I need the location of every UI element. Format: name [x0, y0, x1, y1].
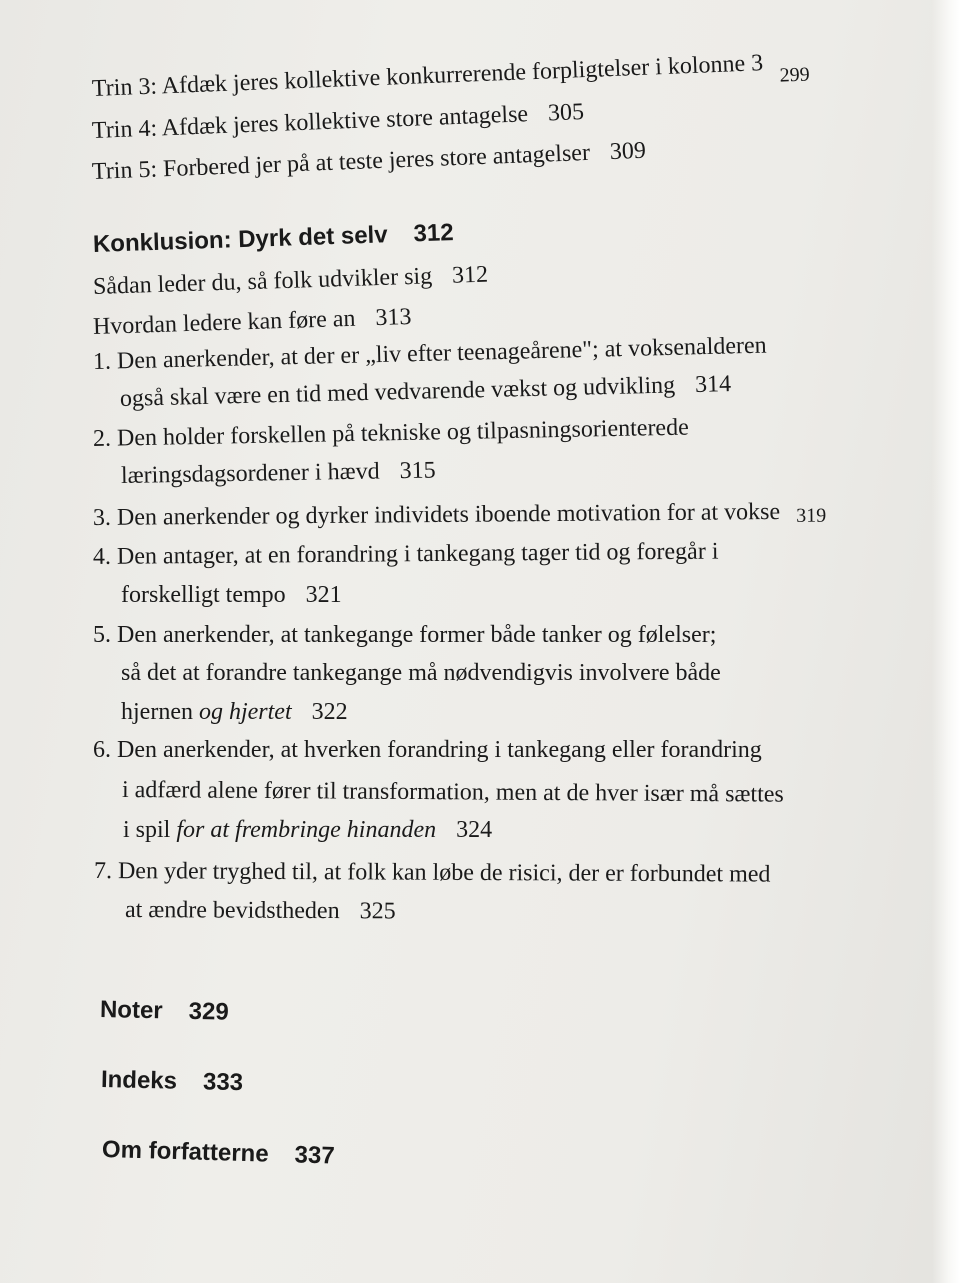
- toc-page-number: 313: [374, 304, 412, 332]
- toc-entry-step-3: [91, 46, 809, 105]
- toc-list-item-5-cont: [121, 658, 721, 688]
- toc-list-item-7: [94, 856, 771, 890]
- toc-page-number: 305: [547, 99, 585, 127]
- toc-page-number: 337: [294, 1141, 336, 1170]
- toc-page-number: 319: [796, 504, 827, 527]
- toc-entry-text: 1. Den anerkender, at der er „liv efter teenageårene"; at voksenalderen: [92, 332, 767, 375]
- toc-entry-text: 4. Den antager, at en forandring i tankegang tager tid og foregår i: [92, 538, 719, 570]
- toc-entry-text: Trin 5: Forbered jer på at teste jeres store antagelser: [91, 139, 591, 185]
- toc-entry-text: 7. Den yder tryghed til, at folk kan løbe de risici, der er forbundet med: [93, 858, 771, 888]
- section-heading-noter: [100, 995, 229, 1028]
- toc-entry-text: læringsdagsordener i hævd: [120, 458, 380, 489]
- toc-list-item-1-cont: [120, 369, 732, 414]
- toc-entry-text: hjernen: [121, 699, 199, 725]
- toc-list-item-2: [93, 413, 689, 454]
- toc-entry-text: 6. Den anerkender, at hverken forandring i tankegang eller forandring: [93, 737, 762, 763]
- toc-list-item-6: [93, 735, 762, 765]
- toc-entry-text: at ændre bevidstheden: [124, 897, 340, 925]
- toc-entry-step-5: [91, 136, 646, 187]
- toc-list-item-6-cont: [123, 815, 492, 845]
- toc-page-number: 333: [202, 1068, 244, 1097]
- section-title: Om forfatterne: [101, 1136, 270, 1168]
- toc-list-item-4: [93, 537, 719, 572]
- toc-entry-text: 5. Den anerkender, at tankegange former både tanker og følelser;: [93, 622, 717, 648]
- toc-entry-text: i spil: [123, 817, 177, 843]
- section-heading-indeks: [101, 1065, 244, 1098]
- toc-entry-text: Hvordan ledere kan føre an: [92, 305, 356, 340]
- toc-entry-text: så det at forandre tankegange må nødvendigvis involvere både: [121, 660, 721, 686]
- toc-entry-text: 2. Den holder forskellen på tekniske og tilpasningsorienterede: [92, 414, 689, 452]
- toc-page-number: 299: [779, 63, 811, 87]
- section-title: Noter: [99, 996, 163, 1025]
- toc-list-item-5-cont: [121, 697, 348, 727]
- toc-page-number: 324: [456, 817, 493, 843]
- toc-entry-italic-text: for at frembringe hinanden: [176, 817, 437, 843]
- section-title: Indeks: [100, 1066, 178, 1095]
- toc-list-item-2-cont: [121, 456, 436, 491]
- toc-list-item-7-cont: [125, 895, 396, 926]
- toc-entry: [93, 260, 489, 302]
- toc-entry-italic-text: og hjertet: [198, 699, 292, 725]
- toc-page-number: 315: [399, 457, 436, 485]
- toc-entry-text: i adfærd alene fører til transformation, men at de hver især må sættes: [121, 777, 784, 808]
- toc-page-number: 322: [311, 699, 348, 725]
- toc-entry-text: forskelligt tempo: [121, 582, 286, 608]
- toc-page-number: 325: [359, 898, 396, 925]
- toc-page-number: 309: [609, 137, 647, 166]
- toc-page-number: 314: [694, 371, 732, 398]
- toc-entry-text: Trin 4: Afdæk jeres kollektive store antagelse: [91, 101, 529, 144]
- toc-entry-step-4: [91, 97, 584, 146]
- toc-entry: [93, 302, 412, 342]
- section-heading-conclusion: [93, 218, 455, 260]
- page-edge: [932, 0, 960, 1283]
- toc-list-item-5: [93, 620, 716, 650]
- toc-page-number: 312: [413, 219, 455, 248]
- toc-entry-text: Trin 3: Afdæk jeres kollektive konkurrerende forpligtelser i kolonne 3: [91, 50, 764, 102]
- toc-entry-text: også skal være en tid med vedvarende vækst og udvikling: [119, 372, 676, 412]
- toc-entry-text: Sådan leder du, så folk udvikler sig: [92, 263, 433, 300]
- toc-page-number: 329: [188, 997, 229, 1026]
- section-title: Konklusion: Dyrk det selv: [92, 221, 389, 258]
- toc-page-number: 312: [451, 261, 489, 289]
- toc-list-item-6-cont: [122, 775, 784, 810]
- toc-list-item-3: [93, 497, 826, 534]
- section-heading-om-forfatterne: [102, 1135, 335, 1171]
- toc-page-number: 321: [305, 582, 342, 608]
- toc-list-item-4-cont: [121, 580, 342, 610]
- toc-entry-text: 3. Den anerkender og dyrker individets iboende motivation for at vokse: [92, 499, 781, 531]
